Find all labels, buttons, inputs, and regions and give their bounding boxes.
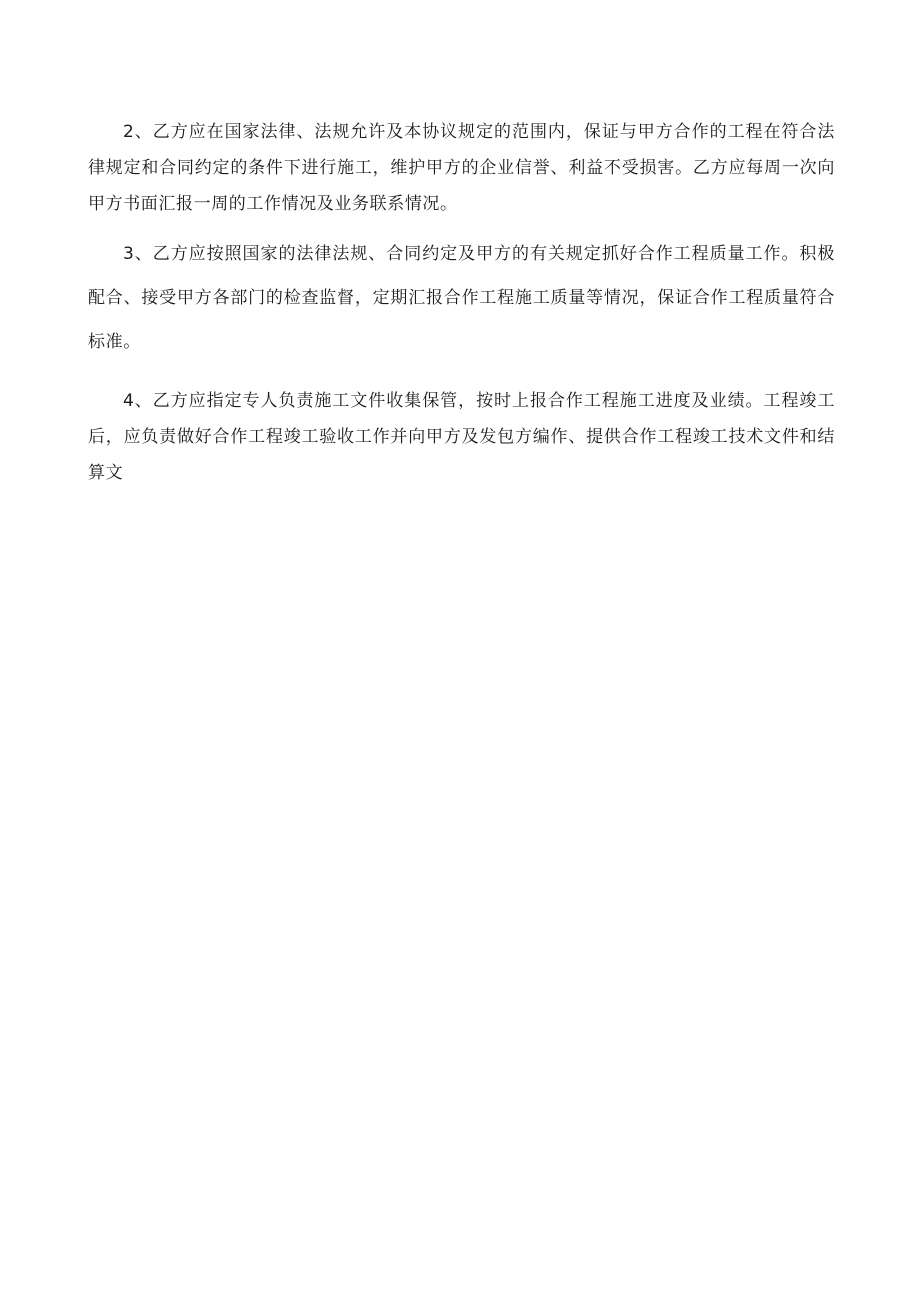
document-body: [88, 114, 835, 491]
paragraph-clause-2: 2、乙方应在国家法律、法规允许及本协议规定的范围内，保证与甲方合作的工程在符合法律规定和合同约定的条件下进行施工，维护甲方的企业信誉、利益不受损害。乙方应每周一次向甲方书面汇报一周的工作情况及业务联系情况。: [88, 122, 835, 214]
paragraph-clause-4: 4、乙方应指定专人负责施工文件收集保管，按时上报合作工程施工进度及业绩。工程竣工后，应负责做好合作工程竣工验收工作并向甲方及发包方编作、提供合作工程竣工技术文件和结算文: [88, 391, 835, 483]
paragraph-clause-3: 3、乙方应按照国家的法律法规、合同约定及甲方的有关规定抓好合作工程质量工作。积极配合、接受甲方各部门的检查监督，定期汇报合作工程施工质量等情况，保证合作工程质量符合标准。: [88, 244, 835, 352]
